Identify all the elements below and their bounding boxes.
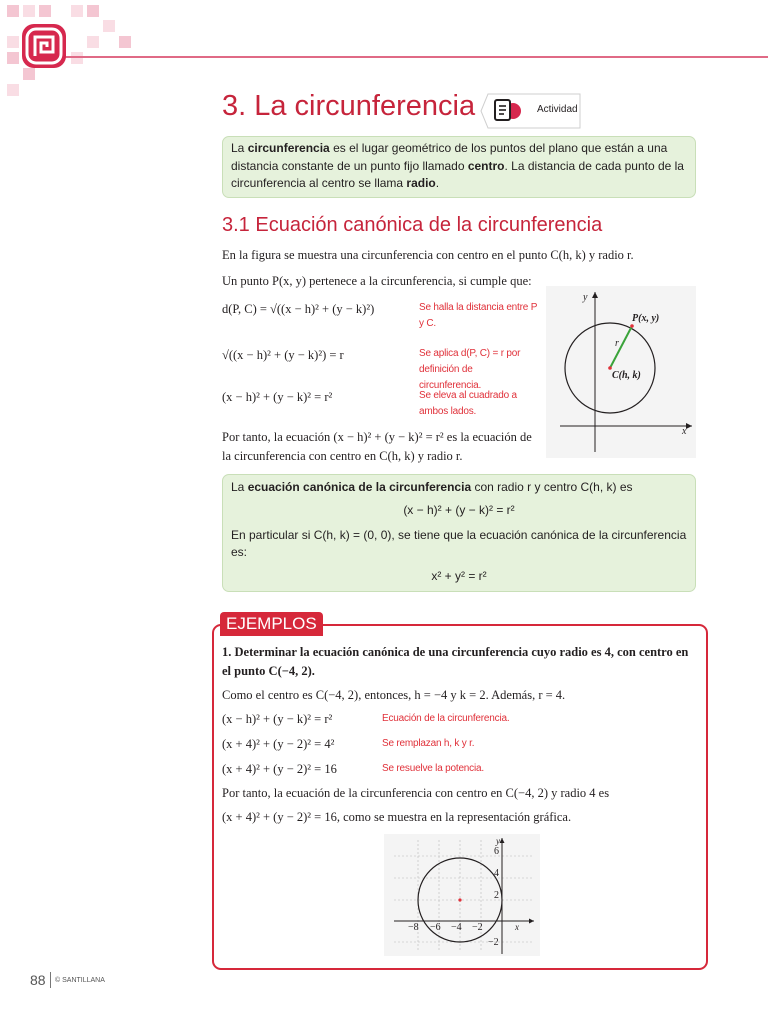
definition-box (222, 136, 696, 198)
graph-y-tick-6: 6 (494, 846, 499, 857)
step-formula-3: (x − h)² + (y − k)² = r² (222, 390, 333, 404)
example-formula-1: (x − h)² + (y − k)² = r² (222, 712, 333, 726)
canonical-text-pre: La (231, 480, 248, 494)
canonical-box (222, 474, 696, 592)
step-formula-1: d(P, C) = √((x − h)² + (y − k)²) (222, 302, 375, 316)
definition-text-2: es el lugar geométrico de los puntos del plano que están a una distancia constante de un punto fijo llamado (231, 141, 668, 173)
figure-y-label: y (583, 292, 588, 303)
graph-x-label: x (515, 922, 519, 932)
santillana-logo-icon (20, 22, 68, 70)
figure-r-label: r (615, 338, 619, 349)
conclusion-paragraph: Por tanto, la ecuación (x − h)² + (y − k)² = r² es la ecuación de la circunferencia con centro en C(h, k) y radio r. (222, 430, 532, 463)
intro-line-2: Un punto P(x, y) pertenece a la circunferencia, si cumple que: (222, 274, 532, 288)
examples-heading: EJEMPLOS (220, 612, 323, 636)
example-problem: 1. Determinar la ecuación canónica de una circunferencia cuyo radio es 4, con centro en el punto C(−4, 2). (222, 645, 689, 678)
example-conclusion-2: (x + 4)² + (y − 2)² = 16, como se muestra en la representación gráfica. (222, 810, 572, 824)
graph-x-tick-minus-4: −4 (451, 922, 462, 933)
definition-term-centro: centro (467, 158, 505, 173)
step-note-1: Se halla la distancia entre P y C. (419, 302, 537, 329)
graph-x-tick-minus-8: −8 (408, 922, 419, 933)
definition-text-1: La (231, 141, 248, 155)
example-graph (384, 834, 540, 956)
step-note-3: Se eleva al cuadrado a ambos lados. (419, 390, 517, 417)
figure-c-label: C(h, k) (612, 370, 641, 381)
example-formula-2: (x + 4)² + (y − 2)² = 4² (222, 737, 335, 751)
figure-x-label: x (682, 426, 687, 437)
definition-term-circunferencia: circunferencia (247, 141, 330, 155)
example-formula-3: (x + 4)² + (y − 2)² = 16 (222, 762, 337, 776)
intro-line-1: En la figura se muestra una circunferencia con centro en el punto C(h, k) y radio r. (222, 248, 634, 262)
example-conclusion-1: Por tanto, la ecuación de la circunferencia con centro en C(−4, 2) y radio 4 es (222, 786, 610, 800)
graph-x-tick-minus-2: −2 (472, 922, 483, 933)
definition-text-4: . (435, 176, 440, 190)
header-rule (60, 56, 768, 58)
footer-divider (50, 972, 51, 988)
definition-text-3: . La distancia de cada punto de la circunferencia al centro se llama (231, 158, 684, 190)
definition-term-radio: radio (406, 176, 436, 190)
example-note-3: Se resuelve la potencia. (382, 763, 484, 774)
canonical-term: ecuación canónica de la circunferencia (247, 480, 472, 494)
example-note-2: Se remplazan h, k y r. (382, 738, 475, 749)
graph-x-tick-minus-6: −6 (430, 922, 441, 933)
graph-y-tick-2: 2 (494, 890, 499, 901)
step-formula-2: √((x − h)² + (y − k)²) = r (222, 348, 344, 362)
circle-figure (546, 286, 696, 458)
activity-label: Actividad (537, 104, 578, 115)
document-icon (492, 98, 522, 124)
step-note-2: Se aplica d(P, C) = r por definición de circunferencia. (419, 348, 521, 391)
canonical-equation-1: (x − h)² + (y − k)² = r² (403, 503, 515, 517)
publisher-credit: © SANTILLANA (55, 977, 105, 984)
section-title: 3. La circunferencia (222, 90, 476, 122)
figure-p-label: P(x, y) (632, 313, 660, 324)
graph-y-tick-4: 4 (494, 868, 499, 879)
graph-y-tick-minus-2: −2 (488, 937, 499, 948)
graph-y-label: y (496, 836, 500, 846)
example-note-1: Ecuación de la circunferencia. (382, 713, 510, 724)
canonical-text-post: con radio r y centro C(h, k) es (471, 480, 633, 494)
canonical-equation-2: x² + y² = r² (431, 569, 487, 583)
example-given: Como el centro es C(−4, 2), entonces, h = −4 y k = 2. Además, r = 4. (222, 688, 566, 702)
activity-badge[interactable] (480, 92, 584, 130)
canonical-particular: En particular si C(h, k) = (0, 0), se tiene que la ecuación canónica de la circunferencia es: (231, 528, 687, 559)
subsection-title: 3.1 Ecuación canónica de la circunferencia (222, 214, 603, 236)
page-number: 88 (30, 972, 46, 988)
